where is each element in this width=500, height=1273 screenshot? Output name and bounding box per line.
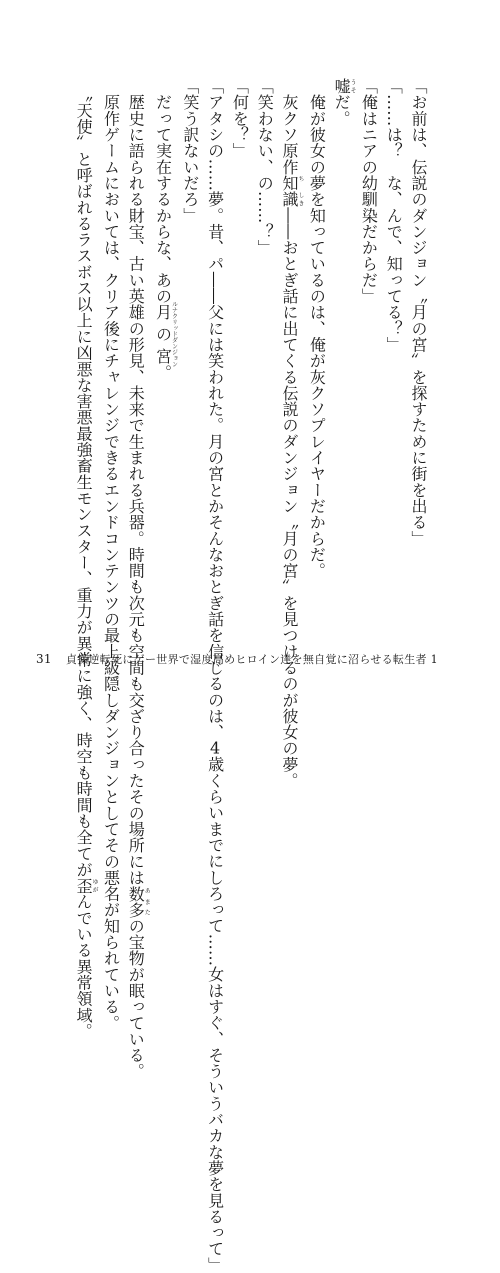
text-line: 「何を？」 xyxy=(230,78,250,159)
ruby-word: 数多あまた xyxy=(126,885,151,918)
text-line: 歴史に語られる財宝、古い英雄の形見、未来で生まれる兵器。時間も次元も空間も交ざり合ったその場所には数多あまたの宝物が眠っている。 xyxy=(126,78,151,1080)
text-line: 俺が彼女の夢を知っているのは、俺が灰クソプレイヤーだからだ。 xyxy=(307,78,327,579)
ruby-word: 知識ち しき xyxy=(280,174,305,208)
text-line: 「……は？ な、んで、知ってる？」 xyxy=(384,78,404,353)
text-line: 「アタシの……夢。昔、パ――父には笑われた。月の宮とかそんなおとぎ話を信じるのは、4歳くらいまでにしろって……女はすぐ、そういうバカな夢を見るって」 xyxy=(205,78,225,1273)
text-line: だって実在するからな、あの月の宮ルナクリッドダンジョン。 xyxy=(153,78,178,381)
upright-number: 4 xyxy=(210,740,221,757)
ruby-word: 歪ゆが xyxy=(74,877,99,894)
ruby-word: 月の宮ルナクリッドダンジョン xyxy=(153,301,178,368)
page-footer xyxy=(36,651,438,667)
ruby-word: 嘘うそ xyxy=(332,78,357,95)
text-line: 原作ゲームにおいては、クリア後にチャレンジできるエンドコンテンツの最上級隠しダンジョンとしてその悪名が知られている。 xyxy=(101,78,121,1031)
text-line: 「笑わない、の……？」 xyxy=(255,78,275,256)
text-line: 「お前は、伝説のダンジョン〝月の宮〟を探すために街を出る」 xyxy=(409,78,428,547)
text-line: 灰クソ原作知識ち しき――おとぎ話に出てくる伝説のダンジョン〝月の宮〟を見つけるのが彼女の夢。 xyxy=(280,78,305,789)
text-line: 「俺はニアの幼馴染だからだ」 xyxy=(359,78,379,305)
text-line: 〝天使〟と呼ばれるラスボス以上に凶悪な害悪最強畜生モンスター、重力が異常に強く、時空も時間も全てが歪ゆがんでいる異常領域。 xyxy=(74,78,99,1040)
page-number: 31 xyxy=(36,652,52,666)
text-line: 嘘うそだ。 xyxy=(332,78,357,127)
running-title: 貞操逆転死にゲー世界で湿度高めヒロイン達を無自覚に沼らせる転生者 1 xyxy=(65,653,438,666)
text-line: 「笑う訳ないだろ」 xyxy=(180,78,200,224)
